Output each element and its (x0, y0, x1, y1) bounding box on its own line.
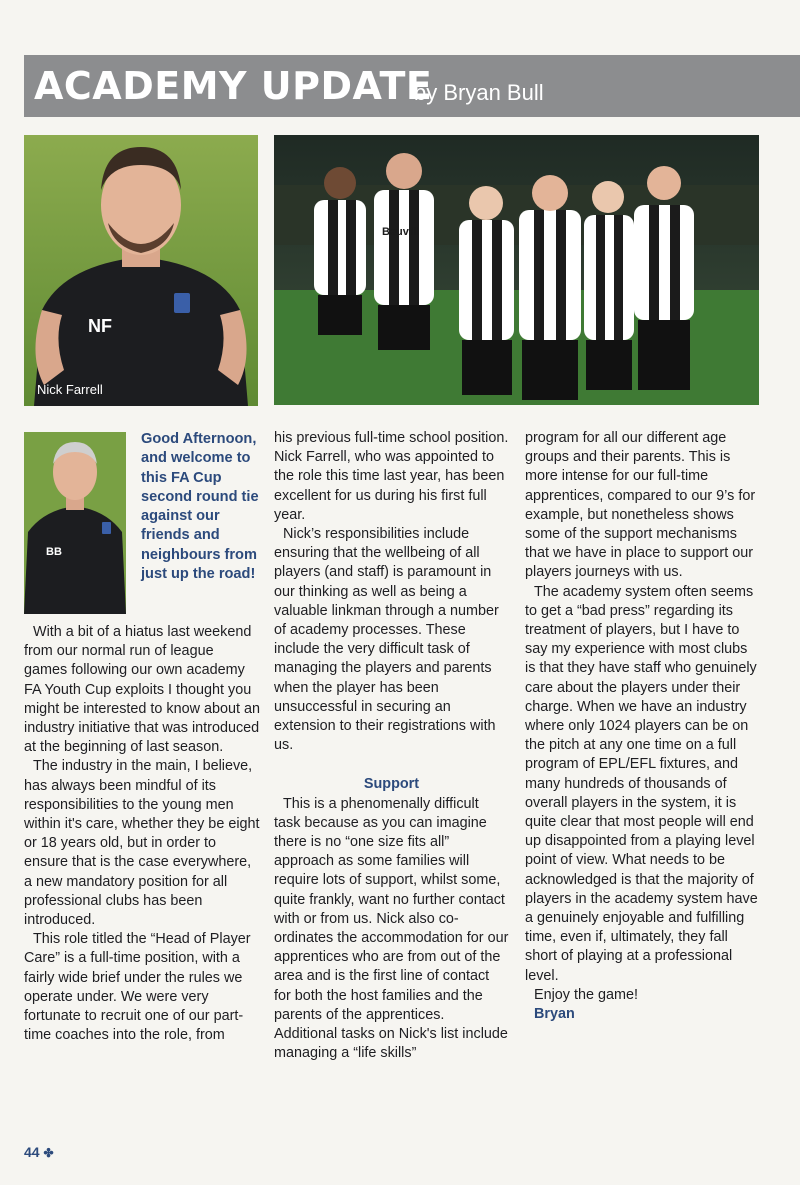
paragraph: The academy system often seems to get a “bad press” regarding its treatment of players, but I have to say my experience with most clubs is that they have staff who genuinely care about the players under their charge. When we have an industry where only 1024 players can be on the pitch at any one time on a full program of EPL/EFL fixtures, and many hundreds of thousands of overall players in the system, it is quite clear that most people will end up disappointed from a playing level point of view. What needs to be acknowledged is that the majority of players in the academy system have a genuinely enjoyable and fulfilling time, even if, ultimately, they fall short of playing at a professional level. (525, 583, 758, 984)
signoff: Bryan (534, 1006, 575, 1023)
page-mark-icon: ✤ (43, 1146, 54, 1160)
intro-text: Good Afternoon, and welcome to this FA Cup second round tie against our friends and neighbours from just up the road! (141, 431, 259, 583)
shirt-sponsor-text: Bauvill (382, 226, 419, 238)
team-illustration (274, 135, 759, 405)
section-heading: Support (363, 776, 420, 793)
portrait-initials: NF (88, 316, 112, 336)
paragraph: With a bit of a hiatus last weekend from our normal run of league games following our own academy FA Youth Cup exploits I thought you might be interested to know about an industry initiative that was introduced at the beginning of last season. (24, 624, 260, 756)
paragraph: The industry in the main, I believe, has always been mindful of its responsibilities to the young men within it's care, whether they be eight or 18 years old, but in order to ensure that is the case everywhere, a new mandatory position for all professional clubs has been introduced. (24, 758, 260, 929)
paragraph: This is a phenomenally difficult task because as you can imagine there is no “one size fits all” approach as some families will require lots of support, whilst some, quite frankly, want no further contact with or from us. Nick also co-ordinates the accommodation for our apprentices who are from out of the area and is the first line of contact for both the host families and the parents of the apprentices. Additional tasks on Nick's list include managing a “life skills” (274, 795, 509, 1062)
column-2 (274, 429, 509, 1064)
small-portrait-initials: BB (46, 546, 62, 558)
portrait-caption: Nick Farrell (37, 382, 103, 397)
portrait-illustration (24, 135, 258, 406)
page-title: ACADEMY UPDATE (34, 64, 433, 108)
small-portrait-photo (24, 432, 126, 614)
paragraph: program for all our different age groups and their parents. This is more intense for our full-time apprentices, compared to our 9’s for example, but nonetheless shows some of the support mechanisms that we have in place to support our players journeys with us. (525, 430, 756, 581)
closing-line: Enjoy the game! (534, 986, 638, 1003)
byline: by Bryan Bull (414, 80, 544, 105)
paragraph: This role titled the “Head of Player Care” is a full-time position, with a fairly wide brief under the rules we operate under. We were very fortunate to recruit one of our part-time coaches into the role, from (24, 931, 251, 1044)
page-number (24, 1144, 54, 1160)
team-photo (274, 135, 759, 405)
portrait-photo (24, 135, 258, 406)
page-number-text: 44 (24, 1144, 40, 1160)
small-portrait-illustration (24, 432, 126, 614)
paragraph: Nick’s responsibilities include ensuring that the wellbeing of all players (and staff) is paramount in our thinking as well as being a valuable linkman through a number of academy processes. These include the very difficult task of managing the players and parents when the player has been unsuccessful in securing an extension to their registrations with us. (274, 526, 499, 754)
column-3 (525, 429, 761, 1024)
paragraph: his previous full-time school position. Nick Farrell, who was appointed to the role this time last year, has been excellent for us during his first full year. (274, 430, 509, 523)
column-1 (24, 623, 260, 1045)
